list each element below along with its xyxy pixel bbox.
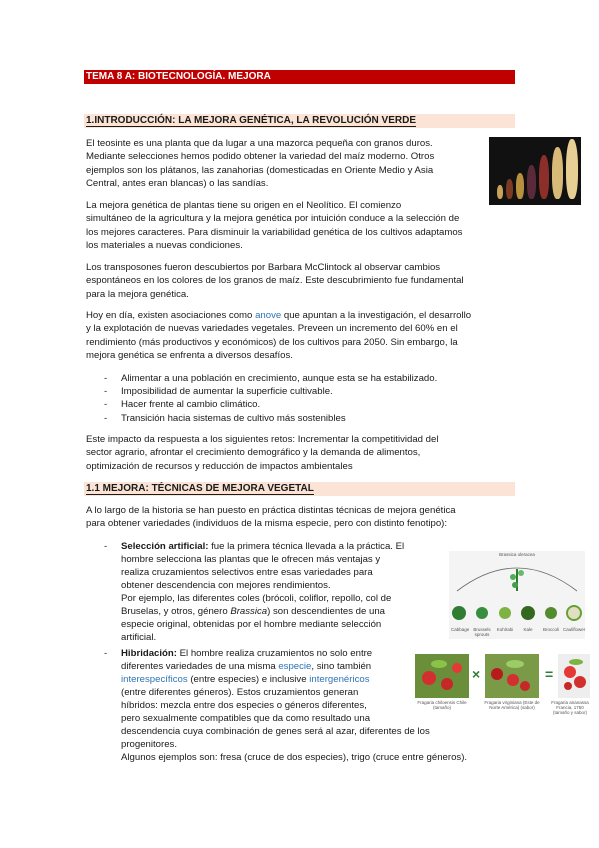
text-line: híbridos: mezcla entre dos especies o géneros diferentes, [121,700,367,711]
text-segment: fue la primera técnica llevada a la práctica. El [208,541,405,552]
section-heading-text: 1.1 MEJORA: TÉCNICAS DE MEJORA VEGETAL [86,483,314,494]
brassica-tree-svg [449,551,585,639]
text-line: ejemplos son los plátanos, las zanahorias (domesticadas en Oriente Medio y Asia [86,164,434,176]
text-line: Los transposones fueron descubiertos por Barbara McClintock al observar cambios [86,262,441,273]
interespecificos-link[interactable]: interespecíficos [121,674,188,685]
text-line: rendimiento (más productivos y económicos) de los cultivos para 2050. Sin embargo, la [86,336,458,348]
text-line: espontáneos en los colores de los granos de maíz. Este descubrimiento fue fundamental [86,275,464,287]
corn-varieties-image [489,137,581,205]
text-line: los mejores caracteres. Para disminuir la variabilidad genética de los cultivos adaptamos [86,226,463,238]
tree-label: Cabbage [451,627,470,632]
text-line: Mediante selecciones hemos podido obtener la variedad del maíz moderno. Otros [86,151,435,163]
cross-symbol: × [472,666,481,682]
tree-label: Kale [523,627,533,632]
paragraph-transposones [86,261,516,301]
text-line: para la mejora genética. [86,288,189,300]
section-heading-tecnicas [84,482,515,496]
term-hibridacion: Hibridación: [121,648,177,659]
text-line: Por ejemplo, las diferentes coles (brócoli, coliflor, repollo, col de [121,593,392,604]
text-line: Este impacto da respuesta a los siguientes retos: Incrementar la competitividad del [86,434,439,445]
text-line: especie original, obtenidas por el hombre mediante selección [121,619,382,630]
text-line: artificial. [121,632,157,643]
text-line: para obtener variedades (individuos de la misma especie, pero con distinto fenotipo): [86,518,448,530]
list-item: - Alimentar a una población en crecimiento, aunque esta se ha estabilizado. [121,372,521,385]
text-line: sector agrario, afrontar el crecimiento demográfico y la demanda de alimentos, [86,447,421,459]
strawberry-caption: Fragaria virginiana (Este de Norte América) (sabor) [484,700,540,710]
strawberry-caption: Fragaria chiloensis Chile (tamaño) [417,700,467,710]
paragraph-tecnicas-intro [86,504,516,531]
strawberry-caption: Fragaria ananassa Francia, 1750 (tamaño y sabor) [551,700,589,715]
text-line: los materiales a nuevas condiciones. [86,240,243,252]
text-line: A lo largo de la historia se han puesto en práctica distintas técnicas de mejora genética [86,505,456,516]
text-segment: El hombre realiza cruzamientos no solo entre [176,648,373,659]
brassica-selection-diagram [449,551,585,639]
text-line: La mejora genética de plantas tiene su origen en el Neolítico. El comienzo [86,200,402,211]
text-line: mejora genética se enfrenta a diversos desafíos. [86,350,293,362]
list-item: - Hacer frente al cambio climático. [121,398,521,411]
paragraph-neolitico [86,199,516,253]
text-segment: que apuntan a la investigación, el desarrollo [281,310,472,321]
text-line: obtener descendencia con mejores rendimientos. [121,580,331,591]
text-segment: diferentes variedades de una misma [121,661,279,672]
term-seleccion-artificial: Selección artificial: [121,541,209,552]
techniques-list-hibridacion [121,647,516,764]
tree-title: Brassica oleracea [499,552,535,557]
document-title: TEMA 8 A: BIOTECNOLOGÍA. MEJORA [84,70,515,84]
paragraph-retos [86,433,516,473]
list-item-hibridacion [121,647,516,764]
text-segment: (entre especies) e inclusive [187,674,310,685]
text-line: Algunos ejemplos son: fresa (cruce de dos especies), trigo (cruce entre géneros). [121,752,468,763]
list-item: - Transición hacia sistemas de cultivo más sostenibles [121,412,521,425]
text-line: hombre selecciona las plantas que le ofrecen más ventajas y [121,554,381,565]
techniques-list [121,540,446,644]
text-segment: Hoy en día, existen asociaciones como [86,310,256,321]
text-line: progenitores. [121,739,177,750]
intergenericos-link[interactable]: intergenéricos [309,674,370,685]
text-segment: Bruselas, y otros, género [121,606,231,617]
text-line: Central, antes eran blancas) o las sandías. [86,178,269,190]
genus-brassica: Brassica [230,606,268,617]
challenges-list [121,372,521,425]
paragraph-teosinte [86,137,486,191]
text-line: realiza cruzamientos selectivos entre esas variedades para [121,567,373,578]
text-segment: , sino también [311,661,372,672]
equals-symbol: = [545,666,554,682]
section-heading-introduccion [84,114,515,128]
text-line: y la explotación de nuevas variedades vegetales. Preveen un incremento del 60% en el [86,323,458,335]
text-line: pero sexualmente compatibles que da como resultado una [121,713,371,724]
text-line: El teosinte es una planta que da lugar a una mazorca pequeña con granos duros. [86,138,433,149]
tree-label: Brussels sprouts [473,627,491,637]
paragraph-asociaciones [86,309,516,363]
text-line: optimización de recursos y reducción de impactos ambientales [86,460,353,472]
list-item-seleccion-artificial [121,540,446,644]
especie-link[interactable]: especie [278,661,312,672]
anove-link[interactable]: anove [255,310,282,321]
text-line: descendencia cuya combinación de genes será al azar, diferentes de los [121,726,430,737]
tree-label: Broccoli [542,627,559,632]
text-line: (entre diferentes géneros). Estos cruzamientos generan [121,687,359,698]
tree-label: Cauliflower [563,627,586,632]
list-item: - Imposibilidad de aumentar la superficie cultivable. [121,385,521,398]
section-heading-text: 1.INTRODUCCIÓN: LA MEJORA GENÉTICA, LA REVOLUCIÓN VERDE [86,115,417,126]
text-segment: ) son descendientes de una [267,606,385,617]
strawberry-photo [558,654,590,698]
tree-label: Kohlrabi [496,627,514,632]
text-line: simultáneo de la agricultura y la mejora genética por intuición conduce a la selección de [86,213,460,225]
text-line [86,309,516,322]
